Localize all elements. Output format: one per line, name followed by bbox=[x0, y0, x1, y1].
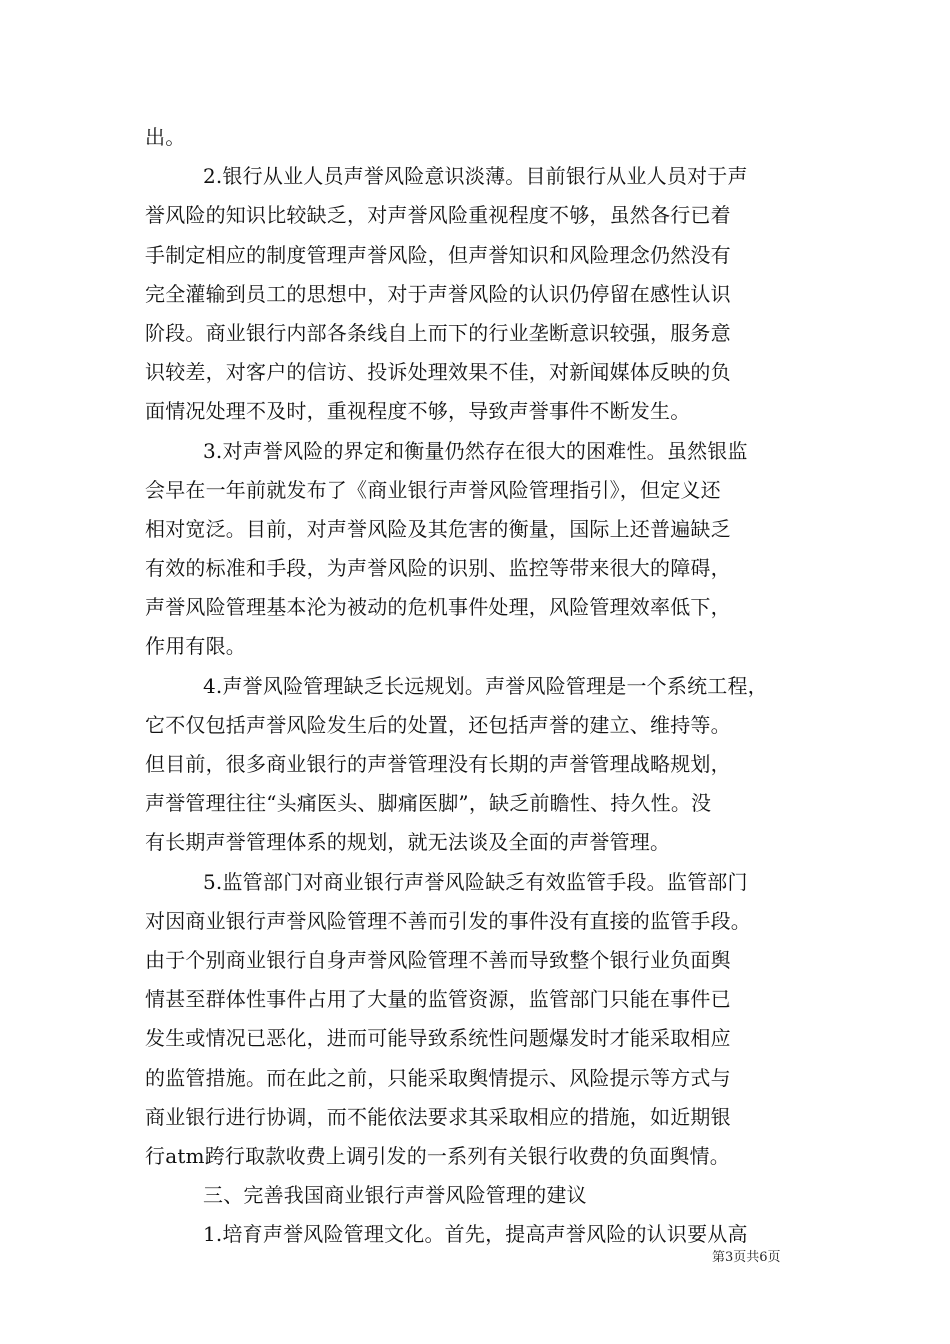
text-line: 发生或情况已恶化，进而可能导致系统性问题爆发时才能采取相应 bbox=[145, 1026, 731, 1051]
text-line: 情甚至群体性事件占用了大量的监管资源，监管部门只能在事件已 bbox=[145, 987, 731, 1012]
text-line: 但目前，很多商业银行的声誉管理没有长期的声誉管理战略规划， bbox=[145, 752, 731, 776]
text-line: 它不仅包括声誉风险发生后的处置，还包括声誉的建立、维持等。 bbox=[145, 712, 731, 737]
text-line: 声誉风险管理基本沦为被动的危机事件处理，风险管理效率低下， bbox=[145, 595, 731, 620]
text-line: 有效的标准和手段，为声誉风险的识别、监控等带来很大的障碍， bbox=[145, 556, 731, 581]
body-text bbox=[145, 118, 813, 1254]
text-line: 面情况处理不及时，重视程度不够，导致声誉事件不断发生。 bbox=[145, 399, 691, 424]
text-line: 誉风险的知识比较缺乏，对声誉风险重视程度不够，虽然各行已着 bbox=[145, 203, 731, 228]
text-line: 识较差，对客户的信访、投诉处理效果不佳，对新闻媒体反映的负 bbox=[145, 360, 731, 385]
text-line: 手制定相应的制度管理声誉风险，但声誉知识和风险理念仍然没有 bbox=[145, 242, 731, 267]
text-line: 声誉管理往往“头痛医头、脚痛医脚”，缺乏前瞻性、持久性。没 bbox=[145, 791, 712, 816]
text-line: 阶段。商业银行内部各条线自上而下的行业垄断意识较强，服务意 bbox=[145, 320, 731, 345]
text-line: 完全灌输到员工的思想中，对于声誉风险的认识仍停留在感性认识 bbox=[145, 281, 731, 306]
text-line: 5.监管部门对商业银行声誉风险缺乏有效监管手段。监管部门 bbox=[203, 869, 748, 894]
text-line: 由于个别商业银行自身声誉风险管理不善而导致整个银行业负面舆 bbox=[145, 947, 731, 972]
text-line: 商业银行进行协调，而不能依法要求其采取相应的措施，如近期银 bbox=[145, 1104, 731, 1129]
text-line: 1.培育声誉风险管理文化。首先，提高声誉风险的认识要从高 bbox=[203, 1222, 748, 1247]
text-line: 相对宽泛。目前，对声誉风险及其危害的衡量，国际上还普遍缺乏 bbox=[145, 516, 731, 541]
text-line: 有长期声誉管理体系的规划，就无法谈及全面的声誉管理。 bbox=[145, 830, 671, 855]
page-footer: 第3页共6页 bbox=[712, 1250, 781, 1265]
text-line: 出。 bbox=[145, 125, 186, 149]
text-line: 作用有限。 bbox=[145, 634, 246, 659]
text-line: 行atm跨行取款收费上调引发的一系列有关银行收费的负面舆情。 bbox=[145, 1143, 730, 1168]
text-line: 会早在一年前就发布了《商业银行声誉风险管理指引》，但定义还 bbox=[145, 477, 721, 502]
text-line: 对因商业银行声誉风险管理不善而引发的事件没有直接的监管手段。 bbox=[145, 908, 751, 933]
text-line: 的监管措施。而在此之前，只能采取舆情提示、风险提示等方式与 bbox=[145, 1065, 731, 1090]
text-line: 3.对声誉风险的界定和衡量仍然存在很大的困难性。虽然银监 bbox=[203, 438, 748, 463]
text-line: 4.声誉风险管理缺乏长远规划。声誉风险管理是一个系统工程， bbox=[203, 673, 768, 698]
text-line: 三、完善我国商业银行声誉风险管理的建议 bbox=[203, 1183, 587, 1208]
text-line: 2.银行从业人员声誉风险意识淡薄。目前银行从业人员对于声 bbox=[203, 164, 748, 189]
